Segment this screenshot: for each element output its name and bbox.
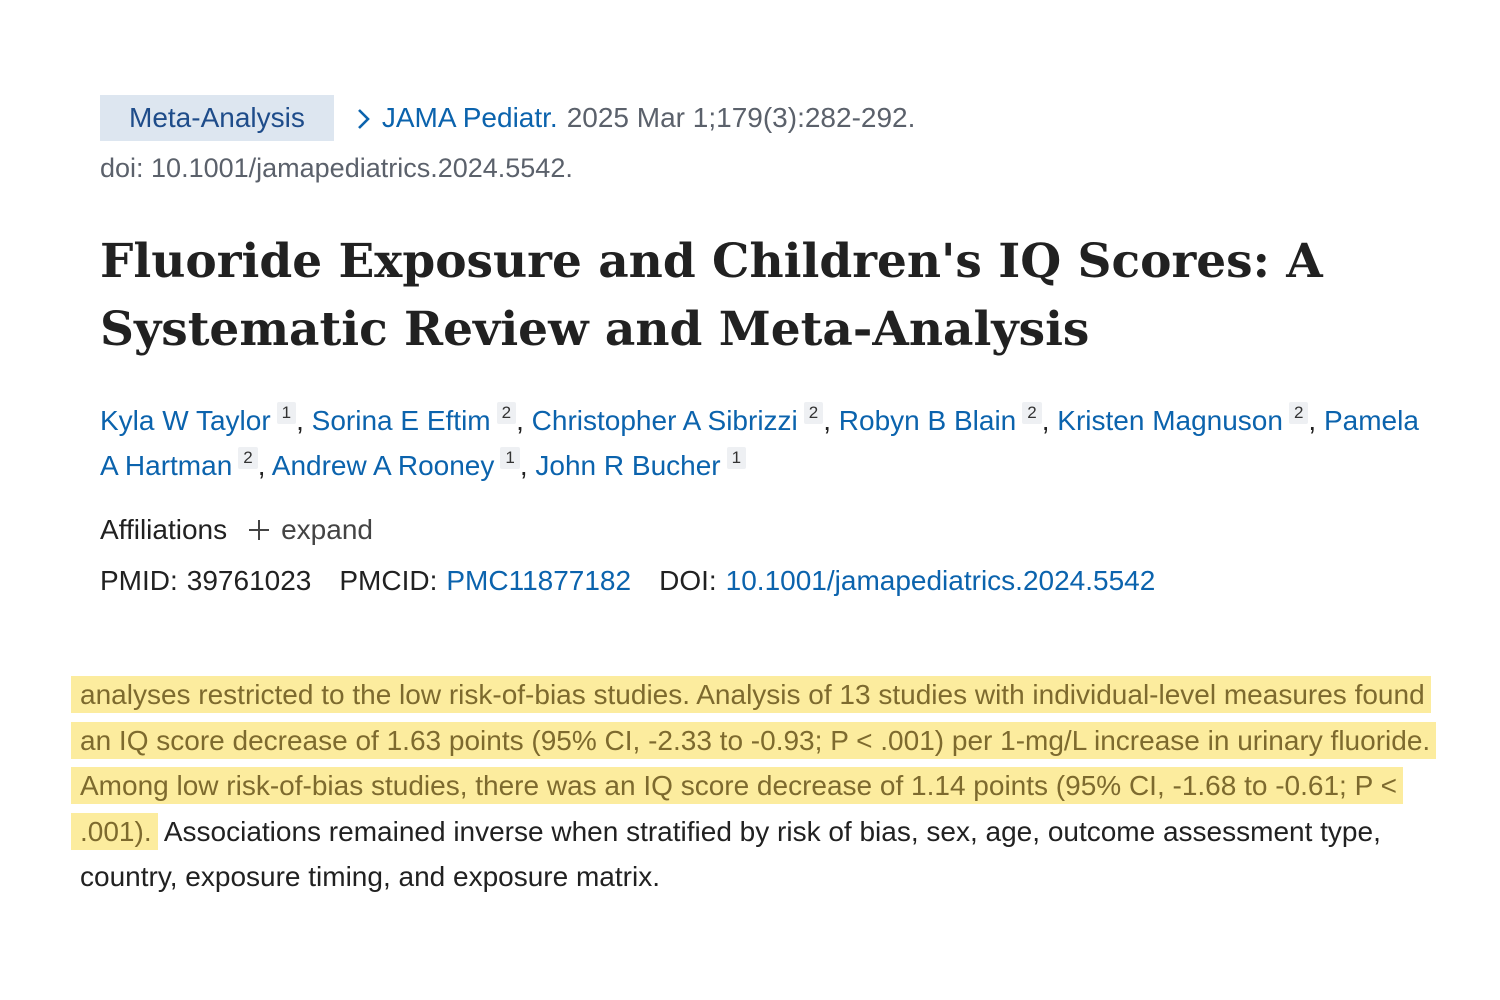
- chevron-right-icon: [352, 95, 382, 141]
- expand-affiliations-button[interactable]: expand: [281, 514, 373, 545]
- abstract-excerpt: [80, 672, 1450, 900]
- author-item: [535, 450, 746, 481]
- affiliation-number[interactable]: 2: [497, 402, 516, 424]
- author-item: [100, 405, 312, 436]
- doi-label: DOI:: [659, 565, 717, 596]
- article-title: Fluoride Exposure and Children's IQ Scores: A Systematic Review and Meta-Analysis: [100, 234, 1323, 357]
- author-link[interactable]: Kristen Magnuson: [1057, 405, 1283, 436]
- author-item: [839, 405, 1057, 436]
- plus-icon[interactable]: [247, 518, 271, 542]
- pmid-value: 39761023: [186, 565, 312, 596]
- author-separator: ,: [1308, 405, 1324, 436]
- affiliation-number[interactable]: 2: [1022, 402, 1041, 424]
- pmcid-link[interactable]: PMC11877182: [446, 565, 632, 596]
- affiliation-number[interactable]: 2: [1289, 402, 1308, 424]
- author-item: [272, 450, 536, 481]
- author-item: [532, 405, 839, 436]
- author-item: [1057, 405, 1324, 436]
- author-separator: ,: [296, 405, 312, 436]
- author-separator: ,: [516, 405, 532, 436]
- abstract-text: Associations remained inverse when stratified by risk of bias, sex, age, outcome assessment type, country, exposure timing, and exposure matrix.: [80, 815, 1381, 892]
- author-link[interactable]: Pamela A Hartman: [100, 405, 1419, 481]
- author-separator: ,: [257, 450, 272, 481]
- affiliation-number[interactable]: 1: [500, 447, 519, 469]
- author-link[interactable]: John R Bucher: [535, 450, 721, 481]
- pmcid-label: PMCID:: [339, 565, 438, 596]
- doi-line: doi: 10.1001/jamapediatrics.2024.5542.: [100, 153, 573, 183]
- author-separator: ,: [1041, 405, 1058, 436]
- affiliation-number[interactable]: 2: [804, 402, 823, 424]
- author-item: [312, 405, 532, 436]
- citation-text: 2025 Mar 1;179(3):282-292.: [566, 102, 916, 133]
- affiliation-number[interactable]: 1: [727, 447, 746, 469]
- journal-link[interactable]: JAMA Pediatr.: [381, 102, 558, 133]
- author-link[interactable]: Sorina E Eftim: [311, 405, 491, 436]
- author-separator: ,: [519, 450, 536, 481]
- doi-link[interactable]: 10.1001/jamapediatrics.2024.5542: [725, 565, 1156, 596]
- author-separator: ,: [823, 405, 839, 436]
- affiliation-number[interactable]: 2: [238, 447, 257, 469]
- affiliations-label: Affiliations: [100, 514, 228, 545]
- author-link[interactable]: Kyla W Taylor: [100, 405, 271, 436]
- author-link[interactable]: Christopher A Sibrizzi: [531, 405, 798, 436]
- affiliations-row: [100, 514, 373, 546]
- pmid-label: PMID:: [100, 565, 178, 596]
- citation-row: [100, 95, 915, 141]
- highlighted-text: analyses restricted to the low risk-of-bias studies. Analysis of 13 studies with individual-level measures found an IQ score decrease of 1.63 points (95% CI, -2.33 to -0.93; P < .001) per 1-mg/L increase in urinary fluoride. Among low risk-of-bias studies, there was an IQ score decrease of 1.14 points (95% CI, -1.68 to -0.61; P < .001).: [71, 676, 1436, 850]
- author-link[interactable]: Robyn B Blain: [838, 405, 1017, 436]
- author-link[interactable]: Andrew A Rooney: [271, 450, 495, 481]
- publication-type-badge[interactable]: Meta-Analysis: [100, 95, 334, 141]
- identifiers-row: [100, 565, 1155, 597]
- affiliation-number[interactable]: 1: [277, 402, 296, 424]
- author-list: [100, 398, 1440, 488]
